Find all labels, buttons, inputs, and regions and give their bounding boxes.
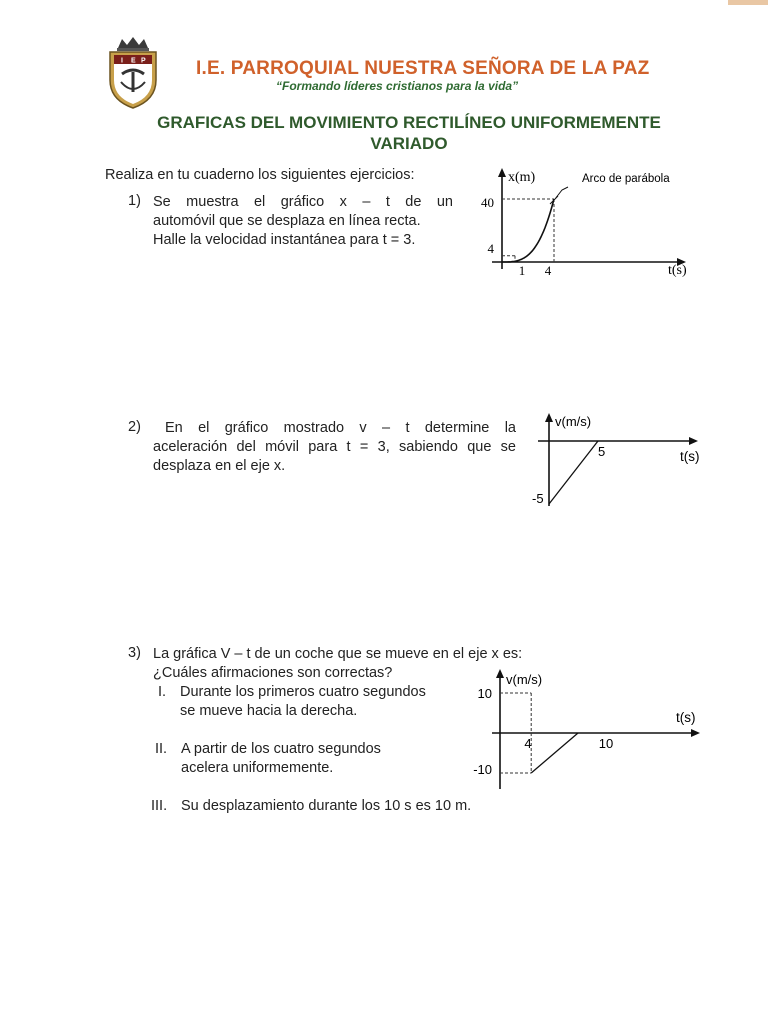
annotation-label: Arco de parábola [582,173,670,185]
statement-line: acelera uniformemente. [181,760,334,776]
statement-2 [155,740,381,778]
roman-numeral: I. [158,684,167,700]
statement-line: A partir de los cuatro segundos [181,741,381,757]
y-axis-arrow [545,413,553,422]
series-line [502,199,554,262]
x-tick-label: 10 [598,736,614,751]
series-line [549,441,598,504]
x-axis-label: t(s) [668,263,687,278]
text-line: La gráfica V – t de un coche que se mueve en el eje x es: [153,646,523,662]
exercise-number: 2) [128,419,141,435]
text-line: Halle la velocidad instantánea para t = 3. [153,232,416,248]
crown-icon [117,37,149,51]
exercise-2-text [153,419,516,476]
page-corner-tab [728,0,768,5]
school-name: I.E. PARROQUIAL NUESTRA SEÑORA DE LA PAZ [196,58,650,79]
statement-3 [151,797,471,816]
text-line: ¿Cuáles afirmaciones son correctas? [153,665,393,681]
y-tick-label: 4 [487,241,494,256]
instruction-text: Realiza en tu cuaderno los siguientes ejercicios: [105,167,415,183]
school-logo [104,36,162,110]
y-tick-label: -10 [473,762,492,777]
statement-line: Su desplazamiento durante los 10 s es 10 m. [181,798,472,814]
y-axis-arrow [496,669,504,678]
x-tick-label: 5 [598,444,606,459]
roman-numeral: III. [151,798,168,814]
logo-letter: E [131,57,136,65]
x-axis-label: t(s) [676,710,696,725]
y-axis-label: v(m/s) [555,414,592,429]
annotation-pointer [550,187,568,204]
title-line: GRAFICAS DEL MOVIMIENTO RECTILÍNEO UNIFORMEMENTE [157,113,661,132]
statement-line: se mueve hacia la derecha. [180,703,358,719]
chart-3-vt [462,666,712,792]
x-tick-label: 4 [524,736,532,751]
y-tick-label: 10 [477,686,492,701]
logo-letter: I [121,57,123,65]
exercise-number: 1) [128,193,141,209]
text-line: Se muestra el gráfico x – t de un [153,194,453,210]
roman-numeral: II. [155,741,168,757]
document-title [104,112,714,154]
x-tick-label: 1 [518,263,526,278]
text-line: aceleración del móvil para t = 3, sabiendo que se [153,439,516,455]
text-line: automóvil que se desplaza en línea recta. [153,213,421,229]
logo-letter: P [141,57,146,65]
y-tick-label: 40 [481,195,494,210]
y-axis-label: v(m/s) [506,672,543,687]
series-line [531,733,578,773]
statement-line: Durante los primeros cuatro segundos [180,684,426,700]
school-motto: “Formando líderes cristianos para la vida” [276,79,519,93]
x-axis-arrow [691,729,700,737]
statement-1 [158,683,426,721]
text-line: desplaza en el eje x. [153,458,286,474]
exercise-number: 3) [128,645,141,661]
y-tick-label: -5 [532,491,544,506]
text-line: En el gráfico mostrado v – t determine la [165,420,516,436]
y-axis-arrow [498,168,506,177]
chart-2-vt [526,410,716,510]
y-axis-label: x(m) [508,170,536,185]
chart-1-xt [470,166,700,281]
title-line: VARIADO [370,134,448,153]
guide-lines [502,199,554,262]
x-axis-label: t(s) [680,449,700,464]
x-tick-label: 4 [544,263,552,278]
x-axis-arrow [689,437,698,445]
exercise-1-text [153,193,453,250]
